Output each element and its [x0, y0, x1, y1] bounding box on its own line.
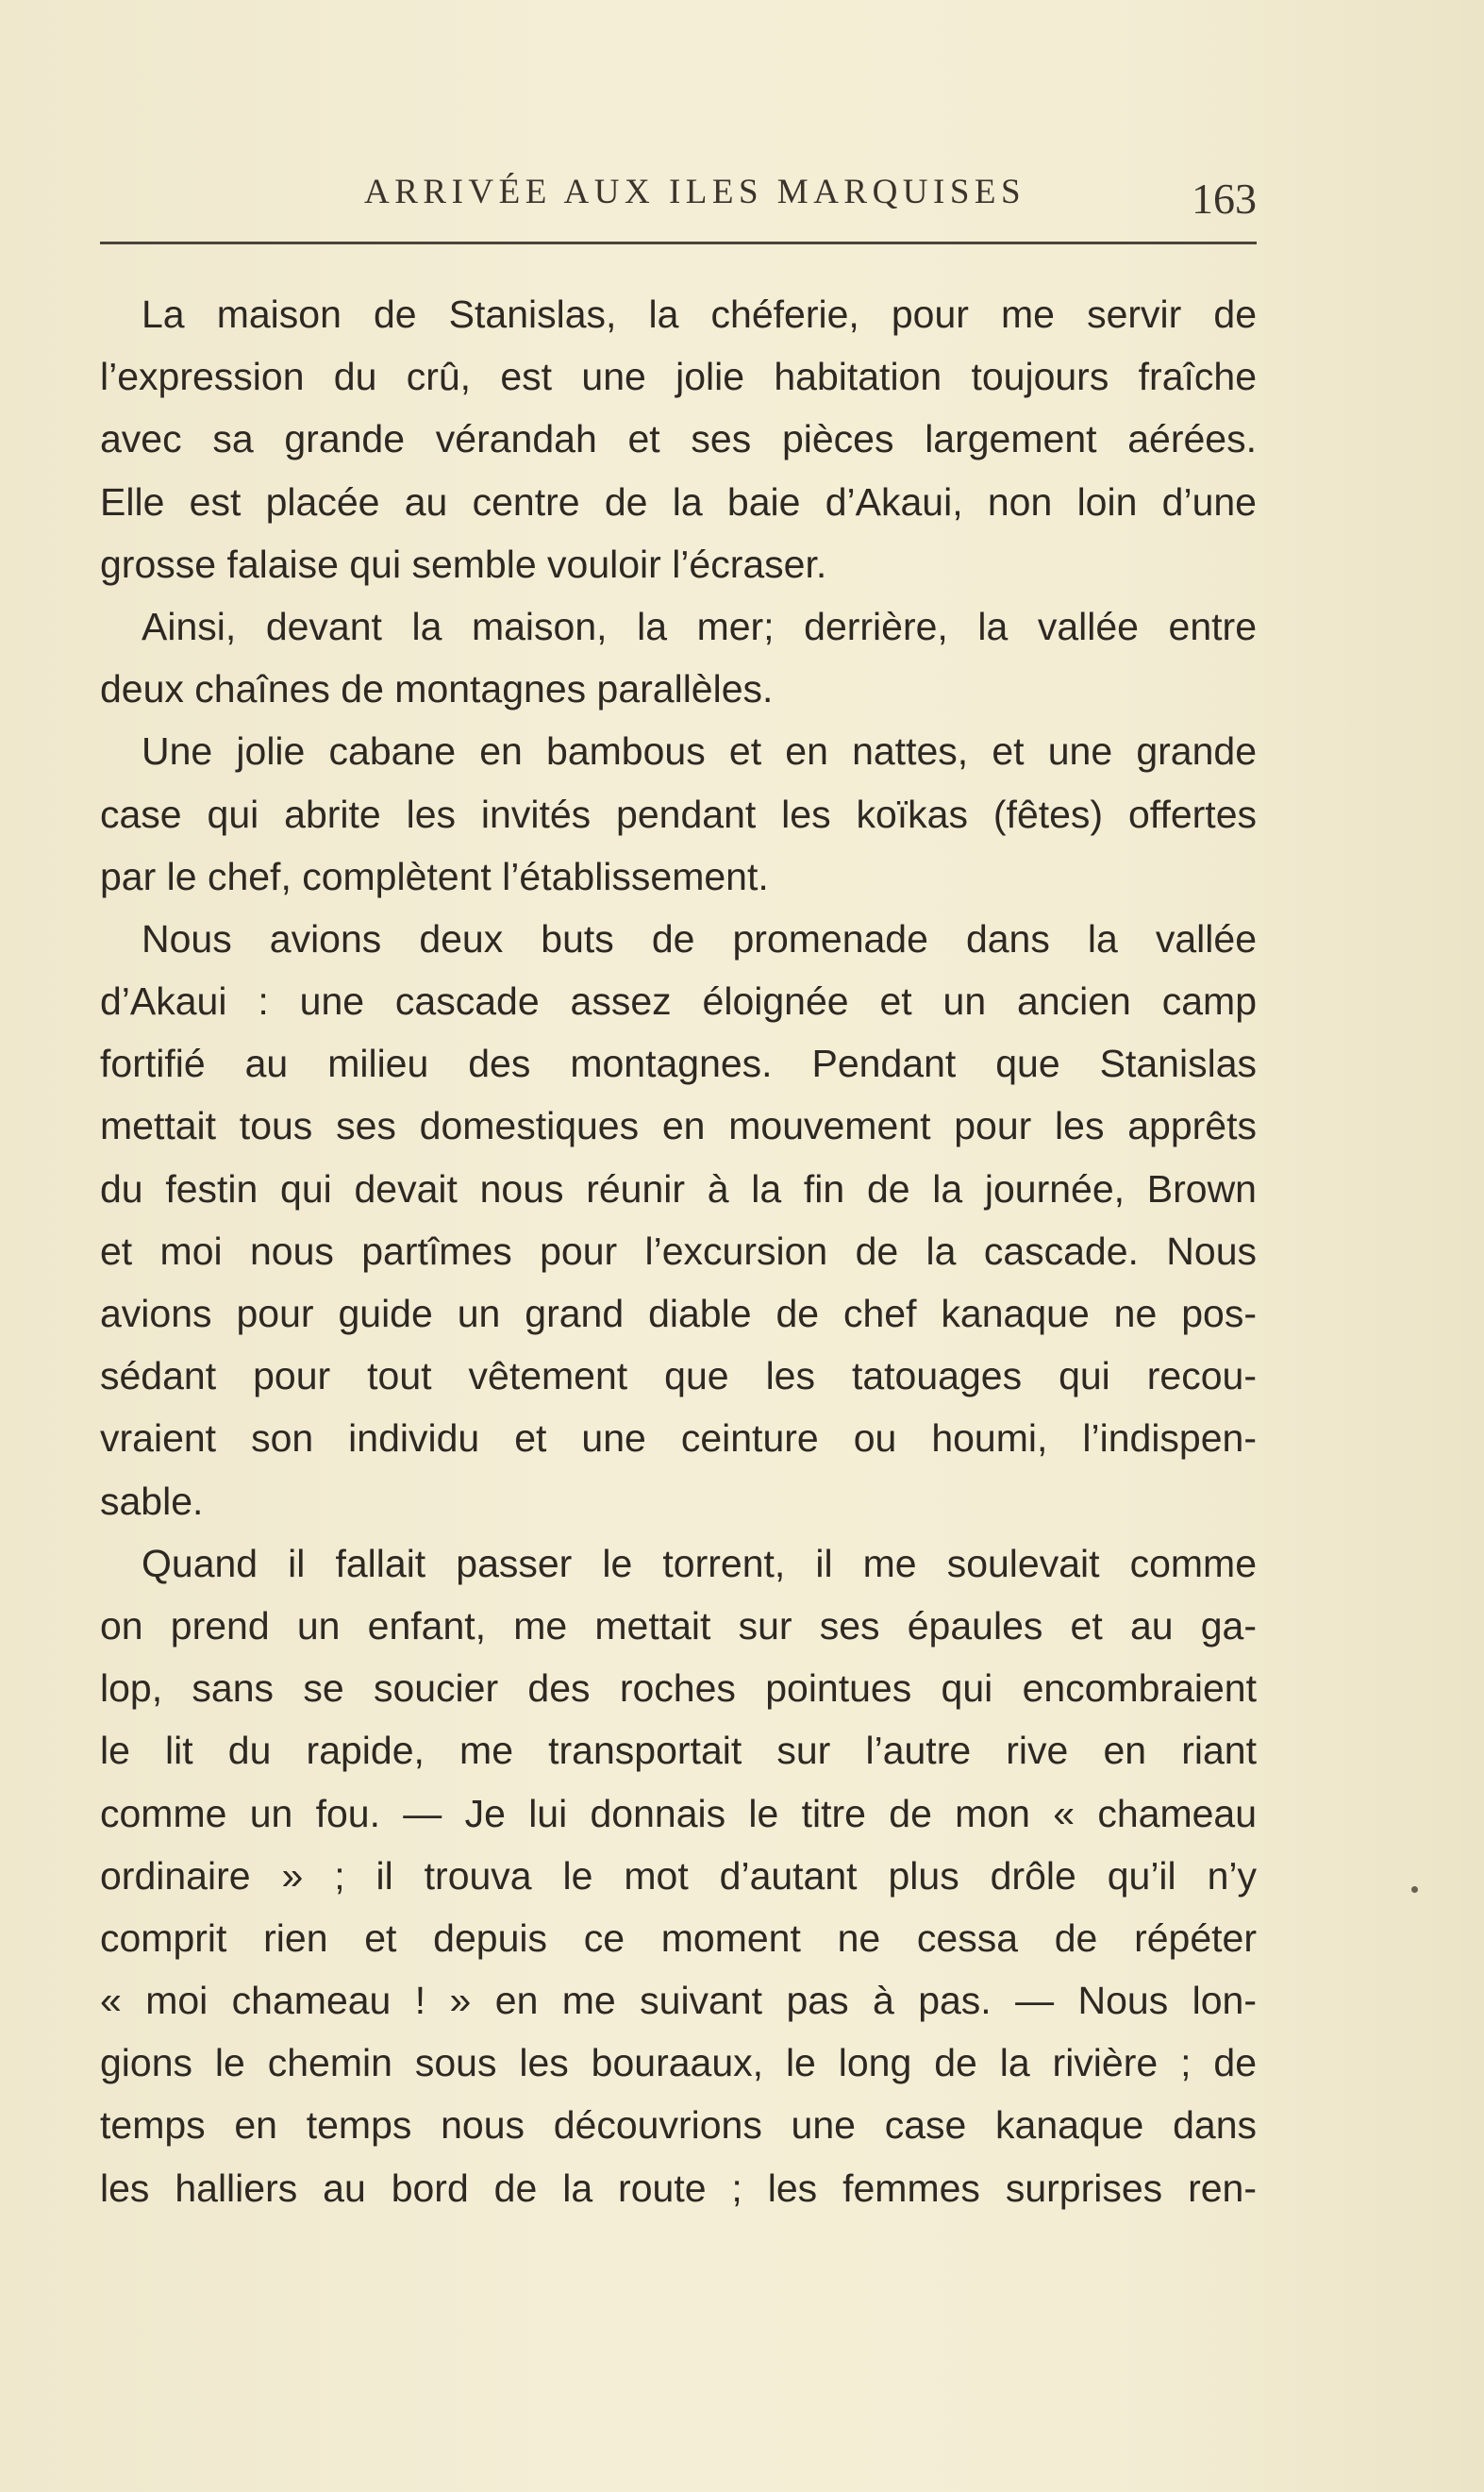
text-line: temps en temps nous découvrions une case kanaque dans	[100, 2103, 1257, 2148]
text-line: case qui abrite les invités pendant les koïkas (fêtes) offertes	[100, 792, 1257, 836]
text-line: grosse falaise qui semble vouloir l’écraser.	[100, 542, 827, 586]
text-line: mettait tous ses domestiques en mouvement pour les apprêts	[100, 1104, 1257, 1148]
text-line: le lit du rapide, me transportait sur l’autre rive en riant	[100, 1729, 1257, 1773]
text-line: vraient son individu et une ceinture ou houmi, l’indispen-	[100, 1416, 1257, 1461]
header-rule	[100, 242, 1257, 244]
body-text	[100, 283, 1257, 2219]
text-line: Quand il fallait passer le torrent, il me soulevait comme	[142, 1541, 1257, 1585]
running-head	[100, 166, 1257, 223]
text-line: d’Akaui : une cascade assez éloignée et un ancien camp	[100, 979, 1257, 1024]
page-number: 163	[1192, 175, 1257, 223]
text-line: avions pour guide un grand diable de chef kanaque ne pos-	[100, 1292, 1257, 1335]
text-line: sédant pour tout vêtement que les tatouages qui recou-	[100, 1354, 1257, 1398]
text-line: gions le chemin sous les bouraaux, le long de la rivière ; de	[100, 2041, 1257, 2085]
text-line: on prend un enfant, me mettait sur ses épaules et au ga-	[100, 1603, 1257, 1647]
text-line: comme un fou. — Je lui donnais le titre de mon « chameau	[100, 1791, 1257, 1835]
text-line: Une jolie cabane en bambous et en nattes, et une grande	[142, 729, 1257, 774]
text-line: avec sa grande vérandah et ses pièces largement aérées.	[100, 417, 1257, 461]
text-line: Elle est placée au centre de la baie d’Akaui, non loin d’une	[100, 479, 1257, 524]
text-line: La maison de Stanislas, la chéferie, pour me servir de	[142, 293, 1257, 336]
text-line: Ainsi, devant la maison, la mer; derrière, la vallée entre	[142, 604, 1257, 648]
margin-mark	[1411, 1886, 1418, 1893]
text-line: sable.	[100, 1479, 204, 1523]
text-line: les halliers au bord de la route ; les femmes surprises ren-	[100, 2166, 1257, 2210]
text-line: lop, sans se soucier des roches pointues qui encombraient	[100, 1666, 1257, 1711]
text-line: Nous avions deux buts de promenade dans la vallée	[142, 916, 1257, 961]
text-line: et moi nous partîmes pour l’excursion de la cascade. Nous	[100, 1229, 1257, 1273]
text-line: ordinaire » ; il trouva le mot d’autant plus drôle qu’il n’y	[100, 1853, 1257, 1898]
text-line: « moi chameau ! » en me suivant pas à pas. — Nous lon-	[100, 1979, 1257, 2023]
text-line: fortifié au milieu des montagnes. Pendant que Stanislas	[100, 1042, 1257, 1086]
text-line: l’expression du crû, est une jolie habitation toujours fraîche	[100, 355, 1257, 399]
text-line: du festin qui devait nous réunir à la fin de la journée, Brown	[100, 1166, 1257, 1211]
text-line: par le chef, complètent l’établissement.	[100, 854, 769, 898]
running-title: ARRIVÉE AUX ILES MARQUISES	[364, 173, 1026, 211]
text-line: comprit rien et depuis ce moment ne cessa de répéter	[100, 1915, 1257, 1960]
text-line: deux chaînes de montagnes parallèles.	[100, 667, 774, 711]
